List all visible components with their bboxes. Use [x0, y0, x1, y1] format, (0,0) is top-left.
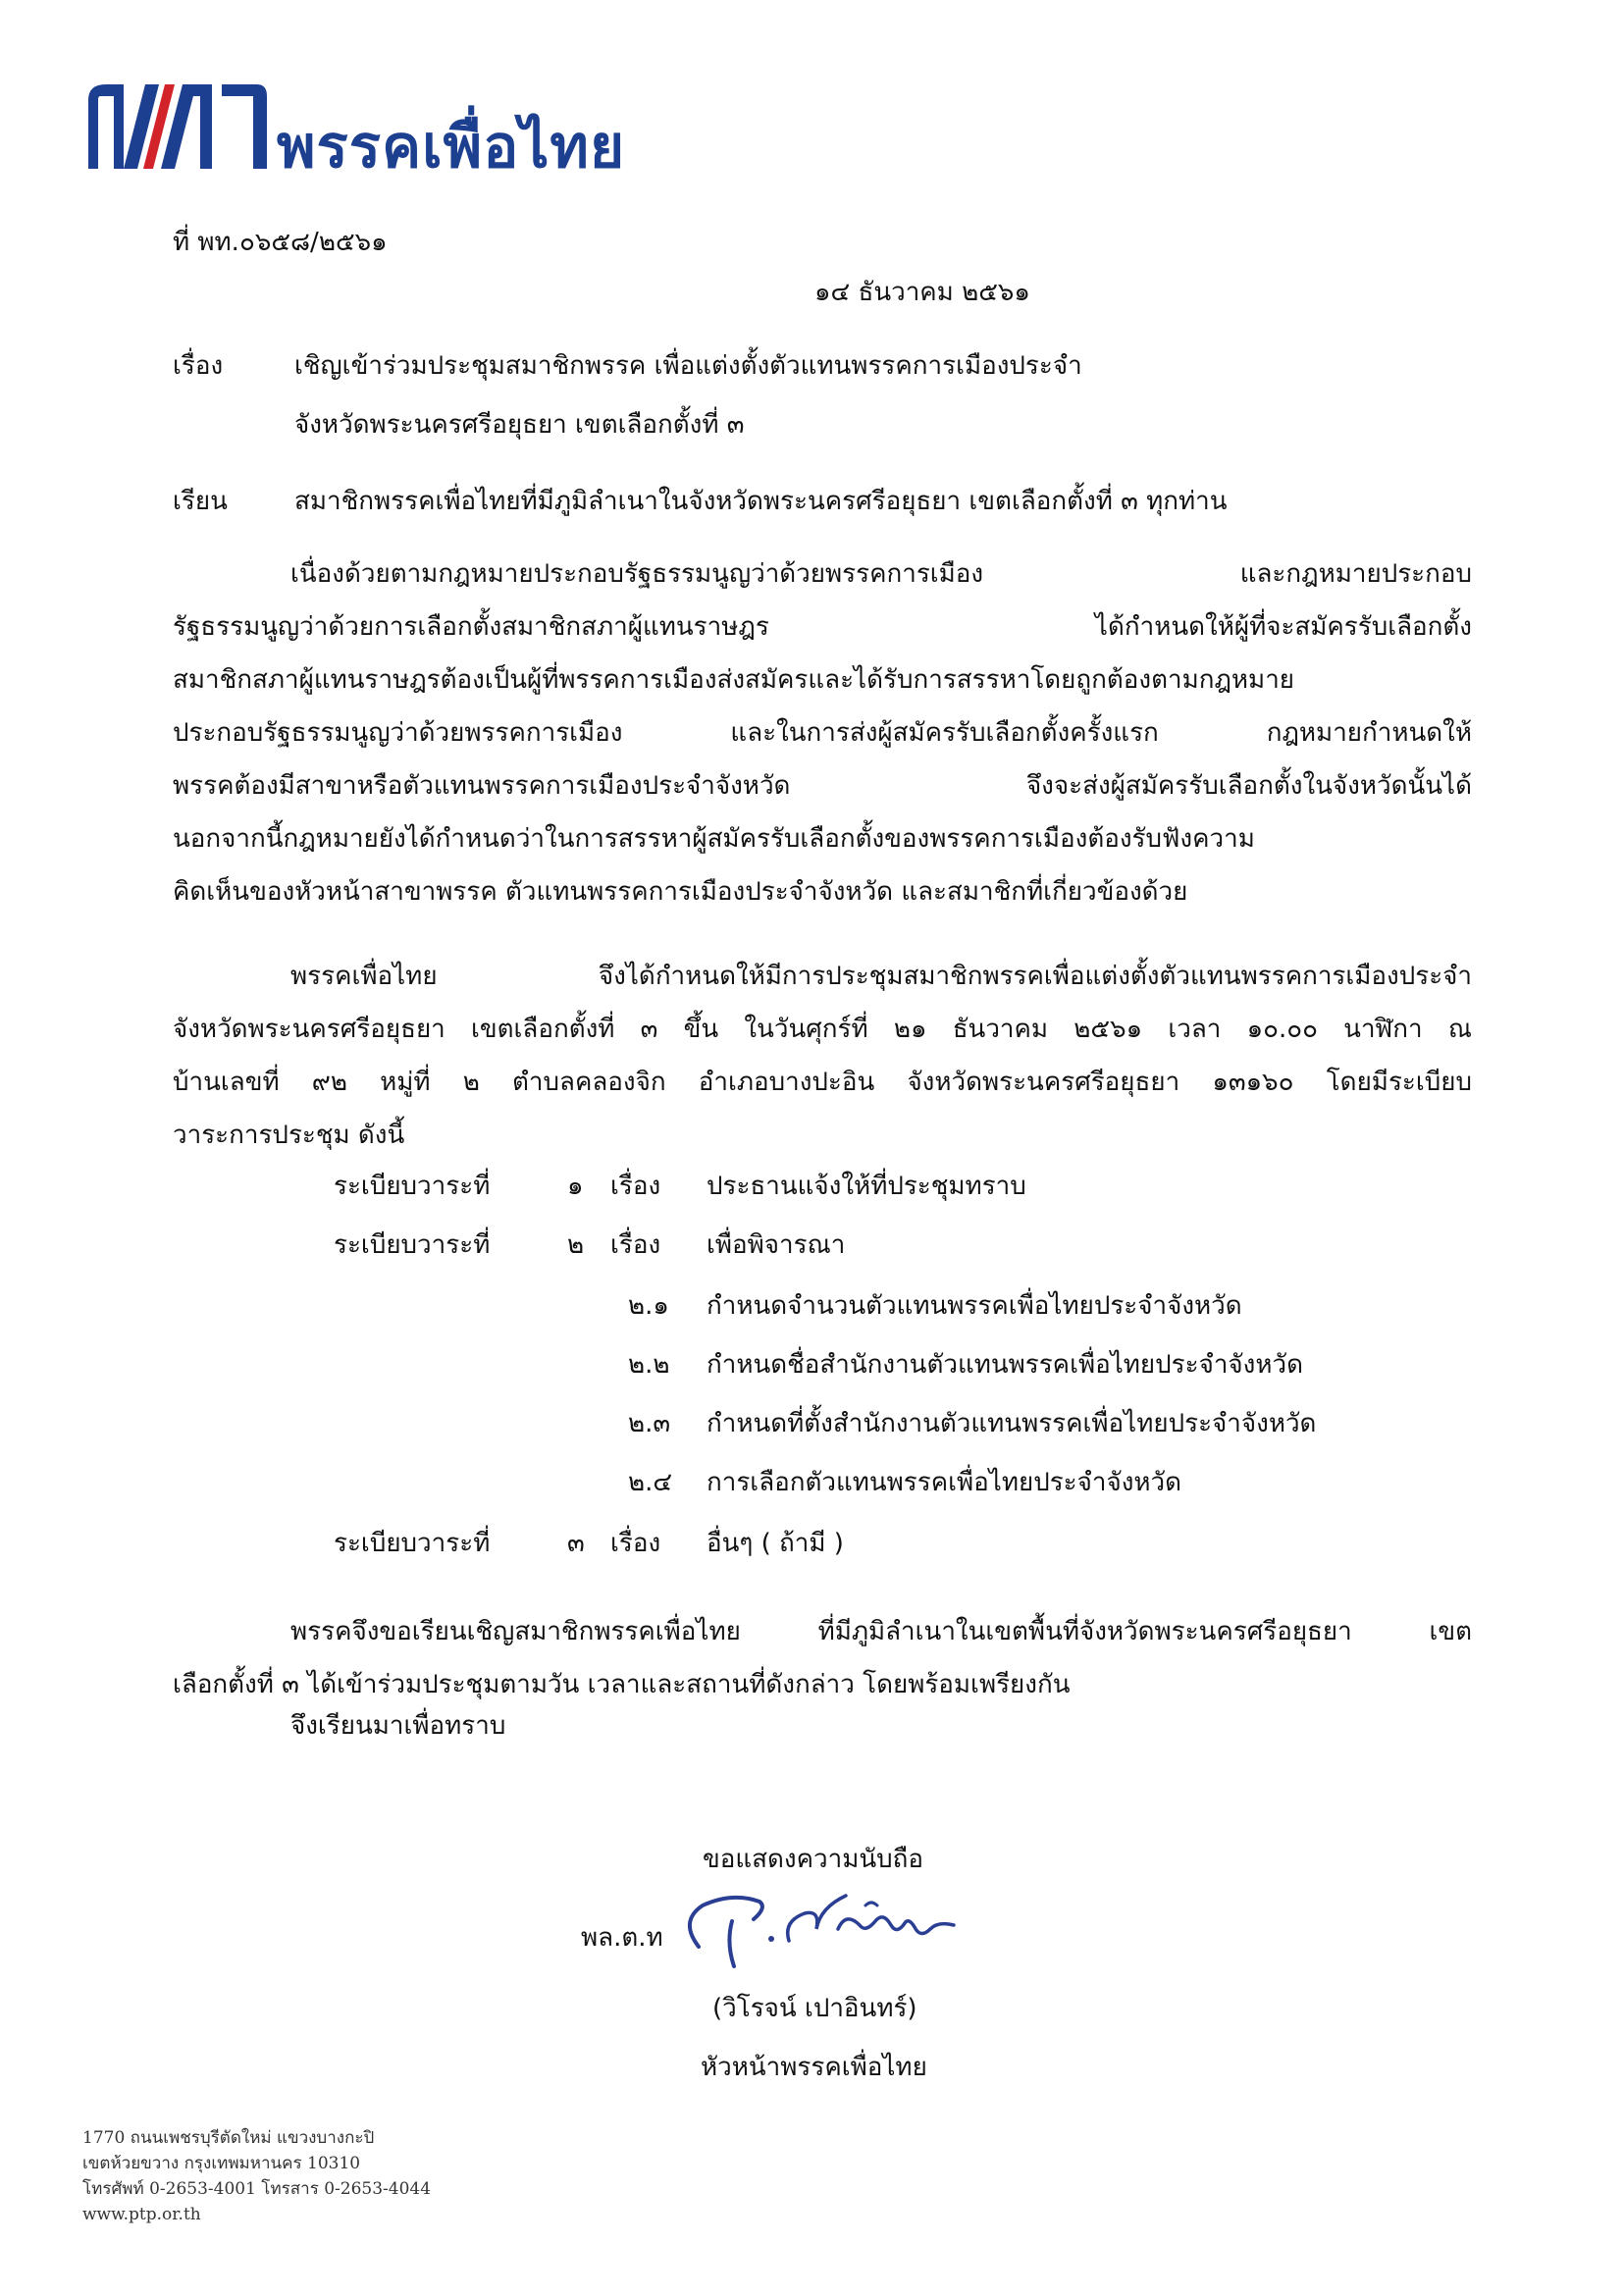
- subject-line-1: เชิญเข้าร่วมประชุมสมาชิกพรรค เพื่อแต่งตั้งตัวแทนพรรคการเมืองประจำ: [294, 351, 1082, 381]
- paragraph-2: [173, 950, 1472, 1162]
- agenda-label: ระเบียบวาระที่: [334, 1230, 491, 1260]
- agenda-label: ระเบียบวาระที่: [334, 1172, 491, 1201]
- agenda-word: เรื่อง: [610, 1230, 661, 1260]
- signer-rank: พล.ต.ท: [581, 1923, 663, 1953]
- paragraph-1-line: ประกอบรัฐธรรมนูญว่าด้วยพรรคการเมือง และในการส่งผู้สมัครรับเลือกตั้งครั้งแรก กฎหมายกำหนดให้: [173, 718, 1472, 748]
- agenda-number: ๓: [567, 1529, 585, 1558]
- paragraph-3-line: พรรคจึงขอเรียนเชิญสมาชิกพรรคเพื่อไทย ที่มีภูมิลำเนาในเขตพื้นที่จังหวัดพระนครศรีอยุธยา เขต: [290, 1617, 1472, 1646]
- footer-website: www.ptp.or.th: [82, 2205, 201, 2224]
- paragraph-3-line: เลือกตั้งที่ ๓ ได้เข้าร่วมประชุมตามวัน เวลาและสถานที่ดังกล่าว โดยพร้อมเพรียงกัน: [173, 1670, 1071, 1699]
- sub-item-number: ๒.๑: [628, 1291, 669, 1321]
- subject-label: เรื่อง: [173, 351, 224, 381]
- paragraph-1-line: สมาชิกสภาผู้แทนราษฎรต้องเป็นผู้ที่พรรคการเมืองส่งสมัครและได้รับการสรรหาโดยถูกต้องตามกฎหมาย: [173, 665, 1295, 695]
- paragraph-3: [173, 1605, 1472, 1711]
- subject-line-2: จังหวัดพระนครศรีอยุธยา เขตเลือกตั้งที่ ๓: [294, 410, 745, 440]
- paragraph-2-line: วาระการประชุม ดังนี้: [173, 1121, 405, 1150]
- footer-line: เขตห้วยขวาง กรุงเทพมหานคร 10310: [82, 2154, 361, 2173]
- sub-item-number: ๒.๒: [628, 1350, 670, 1380]
- agenda-text: ประธานแจ้งให้ที่ประชุมทราบ: [707, 1172, 1026, 1201]
- sub-item-number: ๒.๓: [628, 1409, 671, 1438]
- paragraph-1-line: นอกจากนี้กฎหมายยังได้กำหนดว่าในการสรรหาผู้สมัครรับเลือกตั้งของพรรคการเมืองต้องรับฟังความ: [173, 824, 1255, 854]
- sub-item-number: ๒.๔: [628, 1468, 673, 1497]
- sub-item-text: กำหนดชื่อสำนักงานตัวแทนพรรคเพื่อไทยประจำจังหวัด: [707, 1350, 1303, 1380]
- logo-wordmark: พรรคเพื่อไทย: [277, 113, 626, 182]
- sub-item-text: กำหนดจำนวนตัวแทนพรรคเพื่อไทยประจำจังหวัด: [707, 1291, 1242, 1321]
- recipient: สมาชิกพรรคเพื่อไทยที่มีภูมิลำเนาในจังหวัดพระนครศรีอยุธยา เขตเลือกตั้งที่ ๓ ทุกท่าน: [294, 487, 1228, 516]
- handwritten-signature-icon: [673, 1882, 987, 1970]
- agenda-text: เพื่อพิจารณา: [707, 1230, 846, 1260]
- paragraph-1-line: รัฐธรรมนูญว่าด้วยการเลือกตั้งสมาชิกสภาผู้แทนราษฎร ได้กำหนดให้ผู้ที่จะสมัครรับเลือกตั้ง: [173, 612, 1472, 642]
- footer-line: 1770 ถนนเพชรบุรีตัดใหม่ แขวงบางกะปิ: [82, 2128, 375, 2148]
- signer-title: หัวหน้าพรรคเพื่อไทย: [701, 2053, 927, 2082]
- closing-line: จึงเรียนมาเพื่อทราบ: [290, 1711, 506, 1741]
- paragraph-2-line: บ้านเลขที่ ๙๒ หมู่ที่ ๒ ตำบลคลองจิก อำเภอบางปะอิน จังหวัดพระนครศรีอยุธยา ๑๓๑๖๐ โดยมีระเบียบ: [173, 1068, 1472, 1097]
- agenda-number: ๒: [567, 1230, 585, 1260]
- paragraph-1: [173, 548, 1472, 918]
- agenda-word: เรื่อง: [610, 1172, 661, 1201]
- agenda-number: ๑: [567, 1172, 584, 1201]
- agenda-word: เรื่อง: [610, 1529, 661, 1558]
- paragraph-1-line: คิดเห็นของหัวหน้าสาขาพรรค ตัวแทนพรรคการเมืองประจำจังหวัด และสมาชิกที่เกี่ยวข้องด้วย: [173, 877, 1188, 907]
- agenda-text: อื่นๆ ( ถ้ามี ): [707, 1529, 844, 1558]
- agenda-label: ระเบียบวาระที่: [334, 1529, 491, 1558]
- letter-date: ๑๔ ธันวาคม ๒๕๖๑: [814, 278, 1030, 307]
- paragraph-2-line: พรรคเพื่อไทย จึงได้กำหนดให้มีการประชุมสมาชิกพรรคเพื่อแต่งตั้งตัวแทนพรรคการเมืองประจำ: [290, 962, 1472, 991]
- to-label: เรียน: [173, 487, 228, 516]
- party-logo: [84, 78, 673, 182]
- signer-name: (วิโรจน์ เปาอินทร์): [712, 1994, 917, 2023]
- paragraph-2-line: จังหวัดพระนครศรีอยุธยา เขตเลือกตั้งที่ ๓ ขึ้น ในวันศุกร์ที่ ๒๑ ธันวาคม ๒๕๖๑ เวลา ๑๐.๐๐ นาฬิกา ณ: [173, 1015, 1472, 1044]
- reference-number: ที่ พท.๐๖๕๘/๒๕๖๑: [173, 228, 388, 257]
- sub-item-text: กำหนดที่ตั้งสำนักงานตัวแทนพรรคเพื่อไทยประจำจังหวัด: [707, 1409, 1317, 1438]
- ptp-logo-mark-icon: [84, 78, 271, 177]
- paragraph-1-line: เนื่องด้วยตามกฎหมายประกอบรัฐธรรมนูญว่าด้วยพรรคการเมือง และกฎหมายประกอบ: [290, 559, 1472, 589]
- footer-address: [82, 2125, 431, 2227]
- footer-line: โทรศัพท์ 0-2653-4001 โทรสาร 0-2653-4044: [82, 2179, 432, 2199]
- sub-item-text: การเลือกตัวแทนพรรคเพื่อไทยประจำจังหวัด: [707, 1468, 1182, 1497]
- paragraph-1-line: พรรคต้องมีสาขาหรือตัวแทนพรรคการเมืองประจำจังหวัด จึงจะส่งผู้สมัครรับเลือกตั้งในจังหวัดนั้นได้: [173, 771, 1472, 801]
- regards: ขอแสดงความนับถือ: [703, 1845, 923, 1874]
